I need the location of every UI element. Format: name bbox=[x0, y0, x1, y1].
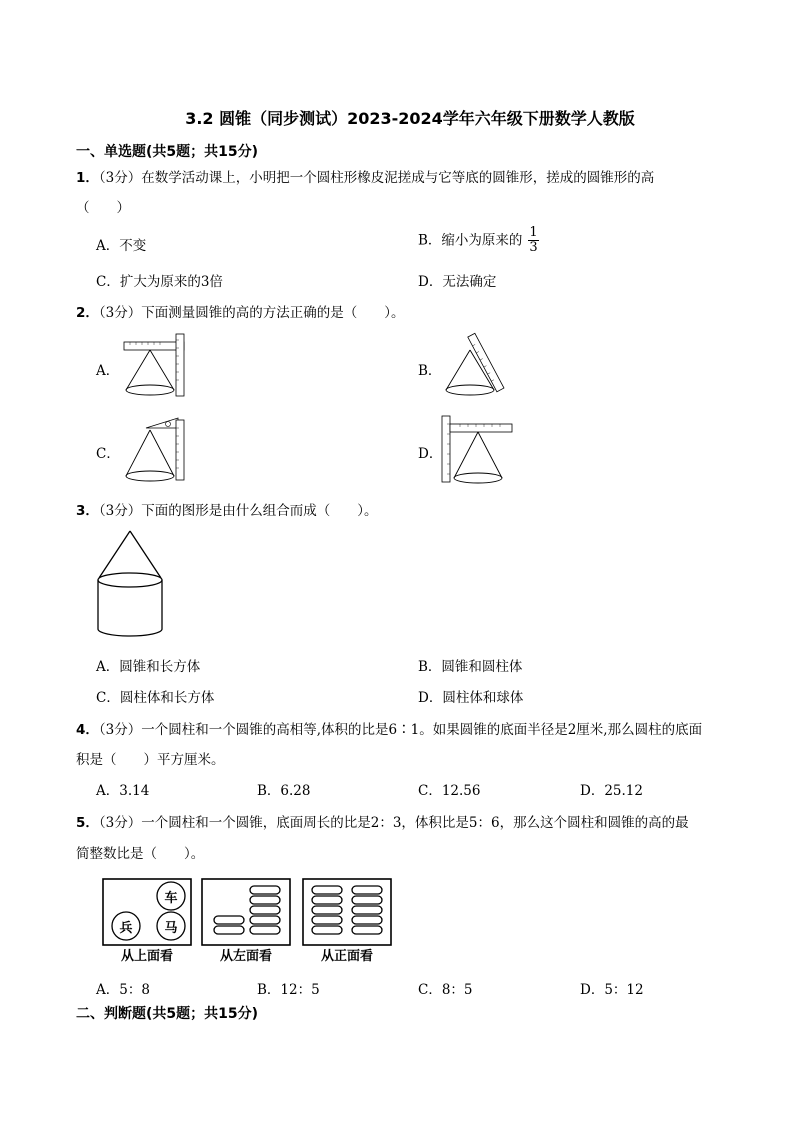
q2-option-c[interactable]: C． bbox=[96, 446, 120, 462]
question-text: 下面测量圆锥的高的方法正确的是（ ）。 bbox=[141, 305, 405, 321]
question-text: 在数学活动课上，小明把一个圆柱形橡皮泥搓成与它等底的圆锥形，搓成的圆锥形的高 bbox=[141, 170, 655, 186]
cone-ruler-figure-a bbox=[120, 332, 190, 402]
view-label-front: 从正面看 bbox=[320, 949, 374, 964]
question-number: 2． bbox=[76, 305, 99, 321]
option-b-text: B．缩小为原来的 bbox=[418, 232, 523, 249]
question-text: 一个圆柱和一个圆锥的高相等,体积的比是6∶1。如果圆锥的底面半径是2厘米,那么圆柱的底面 bbox=[141, 722, 703, 738]
q3-option-c[interactable]: C．圆柱体和长方体 bbox=[96, 690, 215, 706]
question-score: （3分） bbox=[98, 815, 142, 831]
question-5 bbox=[76, 811, 689, 831]
question-4-continued: 积是（ ）平方厘米。 bbox=[76, 752, 225, 768]
q5-option-c[interactable]: C．8：5 bbox=[418, 982, 473, 998]
question-1 bbox=[76, 166, 654, 186]
question-3 bbox=[76, 499, 378, 519]
section-heading-single-choice: 一、单选题(共5题；共15分) bbox=[76, 144, 259, 160]
q1-option-d[interactable]: D．无法确定 bbox=[418, 274, 497, 290]
question-2 bbox=[76, 301, 405, 321]
question-score: （3分） bbox=[98, 503, 142, 519]
q2-option-a[interactable]: A． bbox=[96, 363, 120, 379]
q2-option-b[interactable]: B． bbox=[418, 363, 442, 379]
q3-option-d[interactable]: D．圆柱体和球体 bbox=[418, 690, 524, 706]
q4-option-b[interactable]: B．6.28 bbox=[257, 783, 311, 799]
q5-option-a[interactable]: A．5：8 bbox=[96, 982, 150, 998]
question-score: （3分） bbox=[98, 170, 142, 186]
q4-option-c[interactable]: C．12.56 bbox=[418, 783, 481, 799]
fraction-numerator: 1 bbox=[529, 225, 538, 240]
cone-on-cylinder-figure bbox=[94, 528, 168, 640]
chip-label: 车 bbox=[164, 891, 178, 906]
cone-ruler-figure-d bbox=[436, 414, 516, 486]
q2-option-d[interactable]: D． bbox=[418, 446, 443, 462]
cone-ruler-figure-c bbox=[120, 416, 190, 486]
view-label-top: 从上面看 bbox=[120, 949, 174, 964]
q4-option-a[interactable]: A．3.14 bbox=[96, 783, 150, 799]
q1-option-a[interactable]: A．不变 bbox=[96, 238, 147, 254]
question-4 bbox=[76, 718, 702, 738]
view-label-left: 从左面看 bbox=[219, 949, 273, 964]
question-number: 5． bbox=[76, 815, 99, 831]
question-5-continued: 简整数比是（ ）。 bbox=[76, 846, 205, 862]
q5-option-d[interactable]: D．5：12 bbox=[580, 982, 644, 998]
q5-option-b[interactable]: B．12：5 bbox=[257, 982, 320, 998]
three-views-figure bbox=[100, 876, 394, 964]
question-text: 下面的图形是由什么组合而成（ ）。 bbox=[141, 503, 378, 519]
q1-option-c[interactable]: C．扩大为原来的3倍 bbox=[96, 274, 223, 290]
cone-ruler-figure-b bbox=[444, 332, 514, 402]
q1-option-b[interactable] bbox=[418, 226, 539, 256]
chip-label: 马 bbox=[164, 921, 178, 936]
question-number: 4． bbox=[76, 722, 99, 738]
page-title: 3.2 圆锥（同步测试）2023-2024学年六年级下册数学人教版 bbox=[185, 109, 635, 128]
fraction-denominator: 3 bbox=[529, 240, 538, 256]
question-number: 3． bbox=[76, 503, 99, 519]
question-number: 1． bbox=[76, 170, 99, 186]
q3-option-a[interactable]: A．圆锥和长方体 bbox=[96, 659, 201, 675]
q3-option-b[interactable]: B．圆锥和圆柱体 bbox=[418, 659, 523, 675]
question-1-blank: （ ） bbox=[76, 200, 130, 216]
chip-label: 兵 bbox=[119, 921, 133, 936]
question-score: （3分） bbox=[98, 722, 142, 738]
fraction-one-third bbox=[528, 226, 538, 256]
question-text: 一个圆柱和一个圆锥，底面周长的比是2：3，体积比是5：6，那么这个圆柱和圆锥的高的最 bbox=[141, 815, 689, 831]
section-heading-true-false: 二、判断题(共5题；共15分) bbox=[76, 1006, 259, 1022]
q4-option-d[interactable]: D．25.12 bbox=[580, 783, 643, 799]
question-score: （3分） bbox=[98, 305, 142, 321]
